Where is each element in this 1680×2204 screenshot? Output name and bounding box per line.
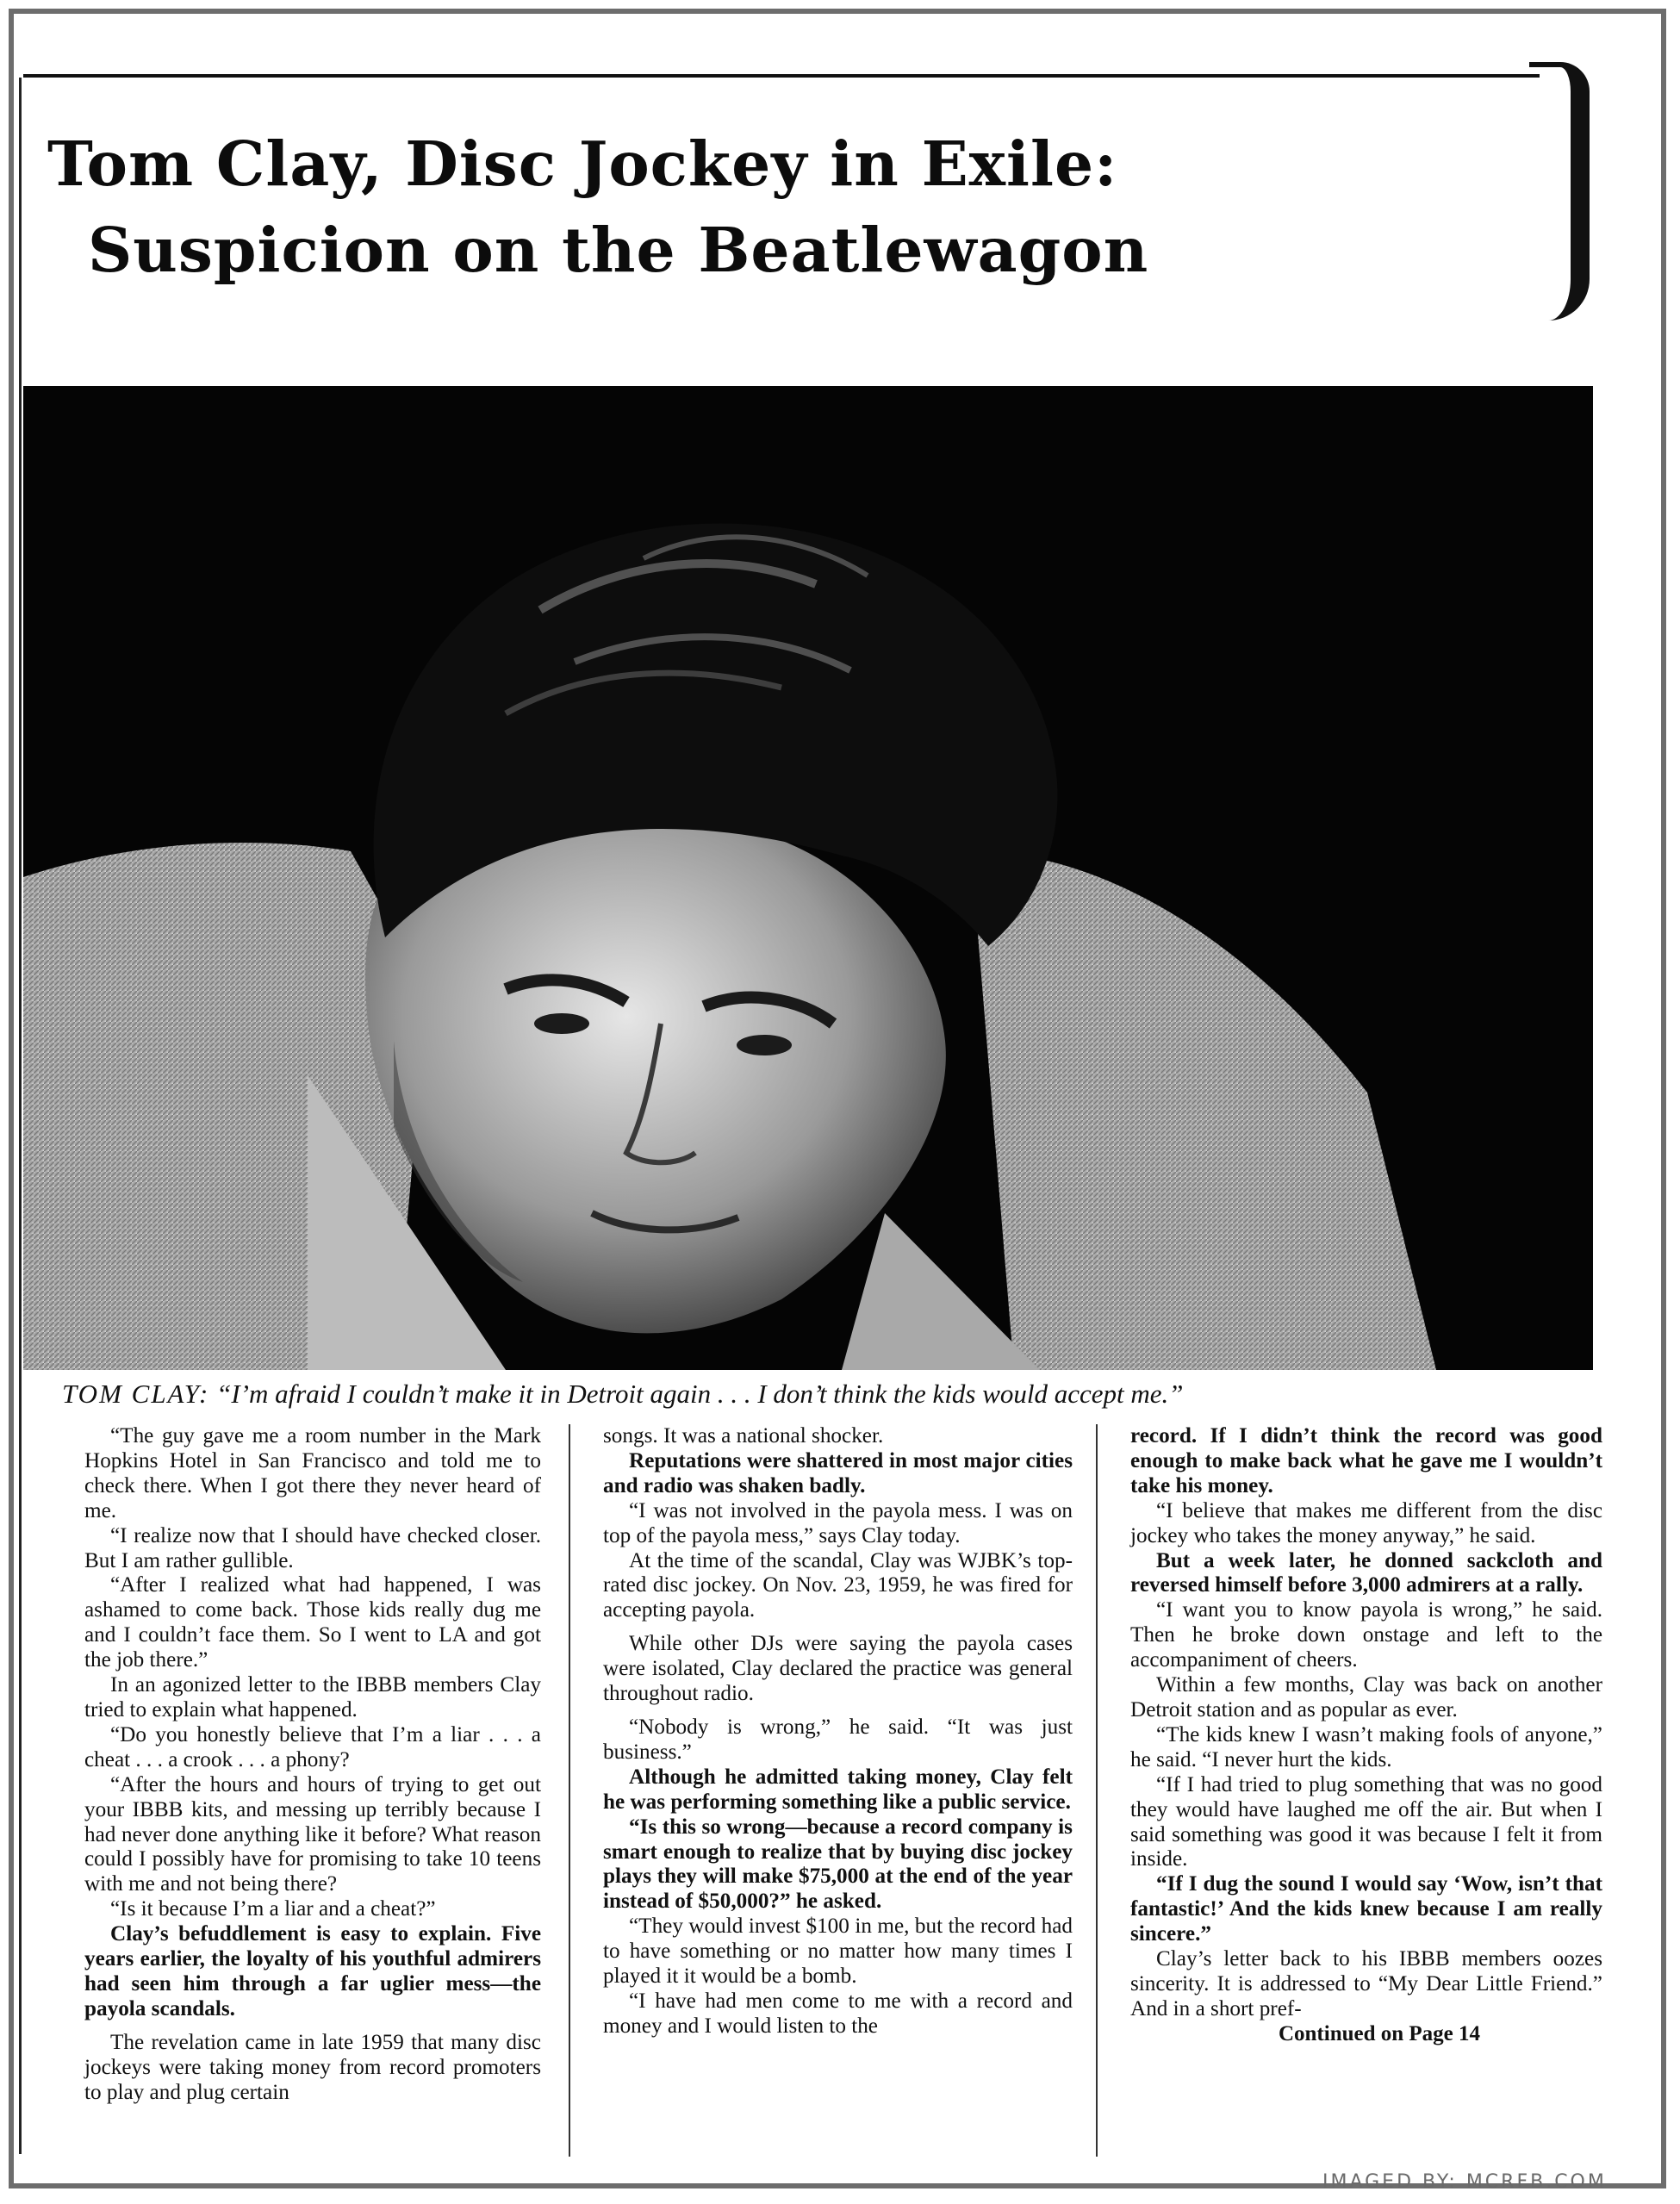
scan-credit: IMAGED BY: MCRFB.COM [1322, 2171, 1607, 2193]
paragraph: The revelation came in late 1959 that many disc jockeys were taking money from record promoters to play and plug certain [84, 2030, 541, 2104]
paragraph: “I believe that makes me different from the disc jockey who takes the money anyway,” he said. [1130, 1498, 1602, 1547]
headline-line-1: Tom Clay, Disc Jockey in Exile: [47, 128, 1118, 200]
paragraph: “They would invest $100 in me, but the record had to have something or no matter how many times I played it it would be a bomb. [603, 1914, 1073, 1989]
paragraph: “Do you honestly believe that I’m a liar . . . a cheat . . . a crook . . . a phony? [84, 1722, 541, 1771]
article-column-1 [84, 1424, 541, 2105]
paragraph: “After the hours and hours of trying to get out your IBBB kits, and messing up terribly because I had never done anything like it before? What reason could I possibly have for promising to take 10 teens with me and not being there? [84, 1772, 541, 1896]
paragraph: “After I realized what had happened, I was ashamed to come back. Those kids really dug me and I couldn’t face them. So I went to LA and got the job there.” [84, 1573, 541, 1672]
paragraph: “The kids knew I wasn’t making fools of anyone,” he said. “I never hurt the kids. [1130, 1722, 1602, 1771]
paragraph: While other DJs were saying the payola cases were isolated, Clay declared the practice was general throughout radio. [603, 1632, 1073, 1706]
paragraph: In an agonized letter to the IBBB members Clay tried to explain what happened. [84, 1673, 541, 1721]
paragraph: songs. It was a national shocker. [603, 1424, 884, 1448]
paragraph: At the time of the scandal, Clay was WJBK’s top-rated disc jockey. On Nov. 23, 1959, he was fired for accepting payola. [603, 1548, 1073, 1622]
paragraph: “I have had men come to me with a record and money and I would listen to the [603, 1989, 1073, 2038]
paragraph: “I realize now that I should have checked closer. But I am rather gullible. [84, 1523, 541, 1572]
article-column-3 [1130, 1424, 1602, 2047]
paragraph: Reputations were shattered in most major cities and radio was shaken badly. [603, 1448, 1073, 1497]
paragraph: record. If I didn’t think the record was good enough to make back what he gave me I wouldn’t take his money. [1130, 1424, 1602, 1497]
paragraph: “The guy gave me a room number in the Mark Hopkins Hotel in San Francisco and told me to check there. When I got there they never heard of me. [84, 1424, 541, 1522]
article-column-2 [603, 1424, 1073, 2039]
portrait-illustration [23, 386, 1593, 1370]
headline-line-2: Suspicion on the Beatlewagon [88, 214, 1149, 286]
portrait-photo [23, 386, 1593, 1370]
column-rule-1 [569, 1424, 570, 2157]
paragraph: Although he admitted taking money, Clay felt he was performing something like a public service. [603, 1765, 1073, 1814]
paragraph: “Is it because I’m a liar and a cheat?” [110, 1897, 436, 1921]
header-bracket [1529, 62, 1590, 321]
paragraph: “Is this so wrong—because a record company is smart enough to realize that by buying disc jockey plays they will make $75,000 at the end of the year instead of $50,000?” he asked. [603, 1815, 1073, 1914]
paragraph: “If I dug the sound I would say ‘Wow, isn’t that fantastic!’ And the kids knew because I am really sincere.” [1130, 1872, 1602, 1946]
paragraph: Clay’s befuddlement is easy to explain. Five years earlier, the loyalty of his youthful admirers had seen him through a far uglier mess—the payola scandals. [84, 1922, 541, 2020]
caption-quote: “I’m afraid I couldn’t make it in Detroit again . . . I don’t think the kids would accept me.” [216, 1379, 1184, 1409]
paragraph: “If I had tried to plug something that was no good they would have laughed me off the air. But when I said something was good it was because I felt it from inside. [1130, 1772, 1602, 1871]
paragraph: But a week later, he donned sackcloth and reversed himself before 3,000 admirers at a rally. [1130, 1548, 1602, 1597]
paragraph: Within a few months, Clay was back on another Detroit station and as popular as ever. [1130, 1673, 1602, 1721]
paragraph: “Nobody is wrong,” he said. “It was just business.” [603, 1715, 1073, 1764]
right-eye [737, 1035, 792, 1055]
paragraph: Clay’s letter back to his IBBB members oozes sincerity. It is addressed to “My Dear Little Friend.” And in a short pref- [1130, 1947, 1602, 2020]
paragraph: “I was not involved in the payola mess. I was on top of the payola mess,” says Clay today. [603, 1498, 1073, 1547]
left-eye [534, 1013, 589, 1034]
paragraph: “I want you to know payola is wrong,” he said. Then he broke down onstage and left to the accompaniment of cheers. [1130, 1598, 1602, 1672]
header-rule [23, 74, 1540, 78]
caption-name: TOM CLAY: [62, 1379, 210, 1409]
photo-caption [62, 1379, 1578, 1410]
column-rule-2 [1096, 1424, 1098, 2157]
left-rule [19, 78, 22, 2154]
article-headline [47, 121, 1512, 293]
continued-notice: Continued on Page 14 [1278, 2021, 1481, 2045]
